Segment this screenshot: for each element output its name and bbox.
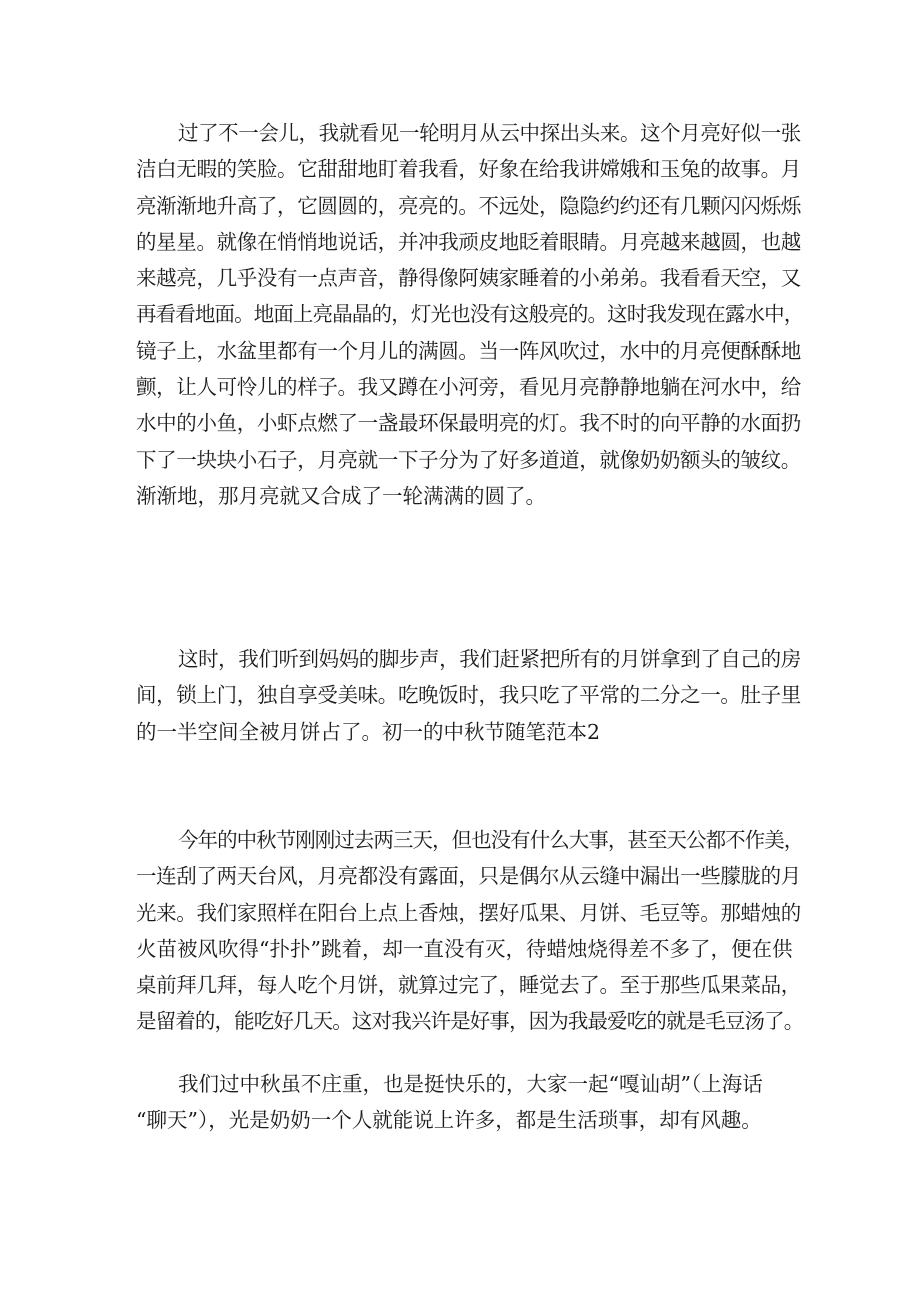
paragraph-4	[136, 1066, 800, 1139]
paragraph-line: 来越亮，几乎没有一点声音，静得像阿姨家睡着的小弟弟。我看看天空，又	[136, 266, 801, 291]
paragraph-line: 我们过中秋虽不庄重，也是挺快乐的，大家一起“嘎讪胡”（上海话	[178, 1072, 763, 1096]
paragraph-line: 过了不一会儿，我就看见一轮明月从云中探出头来。这个月亮好似一张	[178, 121, 801, 145]
paragraph-line: 桌前拜几拜，每人吃个月饼，就算过完了，睡觉去了。至于那些瓜果菜品，	[136, 973, 801, 998]
paragraph-line: 火苗被风吹得“扑扑”跳着，却一直没有灭，待蜡烛烧得差不多了，便在供	[136, 936, 793, 961]
paragraph-line: 下了一块块小石子，月亮就一下子分为了好多道道，就像奶奶额头的皱纹。	[136, 447, 801, 472]
paragraph-line: 一连刮了两天台风，月亮都没有露面，只是偶尔从云缝中漏出一些朦胧的月	[136, 864, 801, 889]
paragraph-3	[136, 822, 804, 1040]
paragraph-line: 镜子上，水盆里都有一个月儿的满圆。当一阵风吹过，水中的月亮便酥酥地	[136, 338, 801, 363]
paragraph-line: 的一半空间全被月饼占了。初一的中秋节随笔范本2	[136, 719, 601, 744]
paragraph-line: 亮渐渐地升高了，它圆圆的，亮亮的。不远处，隐隐约约还有几颗闪闪烁烁	[136, 193, 801, 218]
paragraph-line: 洁白无暇的笑脸。它甜甜地盯着我看，好象在给我讲嫦娥和玉兔的故事。月	[136, 157, 801, 182]
paragraph-line: 水中的小鱼，小虾点燃了一盏最环保最明亮的灯。我不时的向平静的水面扔	[136, 411, 801, 436]
paragraph-2	[136, 641, 800, 750]
paragraph-line: 的星星。就像在悄悄地说话，并冲我顽皮地眨着眼睛。月亮越来越圆，也越	[136, 229, 801, 254]
paragraph-line: 是留着的，能吃好几天。这对我兴许是好事，因为我最爱吃的就是毛豆汤了。	[136, 1009, 804, 1034]
paragraph-line: “聊天”），光是奶奶一个人就能说上许多，都是生活琐事，却有风趣。	[136, 1108, 762, 1133]
paragraph-line: 再看看地面。地面上亮晶晶的，灯光也没有这般亮的。这时我发现在露水中，	[136, 302, 804, 327]
paragraph-line: 这时，我们听到妈妈的脚步声，我们赶紧把所有的月饼拿到了自己的房	[178, 647, 801, 671]
paragraph-line: 渐渐地，那月亮就又合成了一轮满满的圆了。	[136, 483, 546, 508]
paragraph-line: 今年的中秋节刚刚过去两三天，但也没有什么大事，甚至天公都不作美，	[178, 828, 804, 852]
paragraph-line: 光来。我们家照样在阳台上点上香烛，摆好瓜果、月饼、毛豆等。那蜡烛的	[136, 900, 801, 925]
paragraph-line: 颤，让人可怜儿的样子。我又蹲在小河旁，看见月亮静静地躺在河水中，给	[136, 375, 801, 400]
paragraph-1	[136, 115, 804, 514]
paragraph-line: 间，锁上门，独自享受美味。吃晚饭时，我只吃了平常的二分之一。肚子里	[136, 683, 801, 708]
